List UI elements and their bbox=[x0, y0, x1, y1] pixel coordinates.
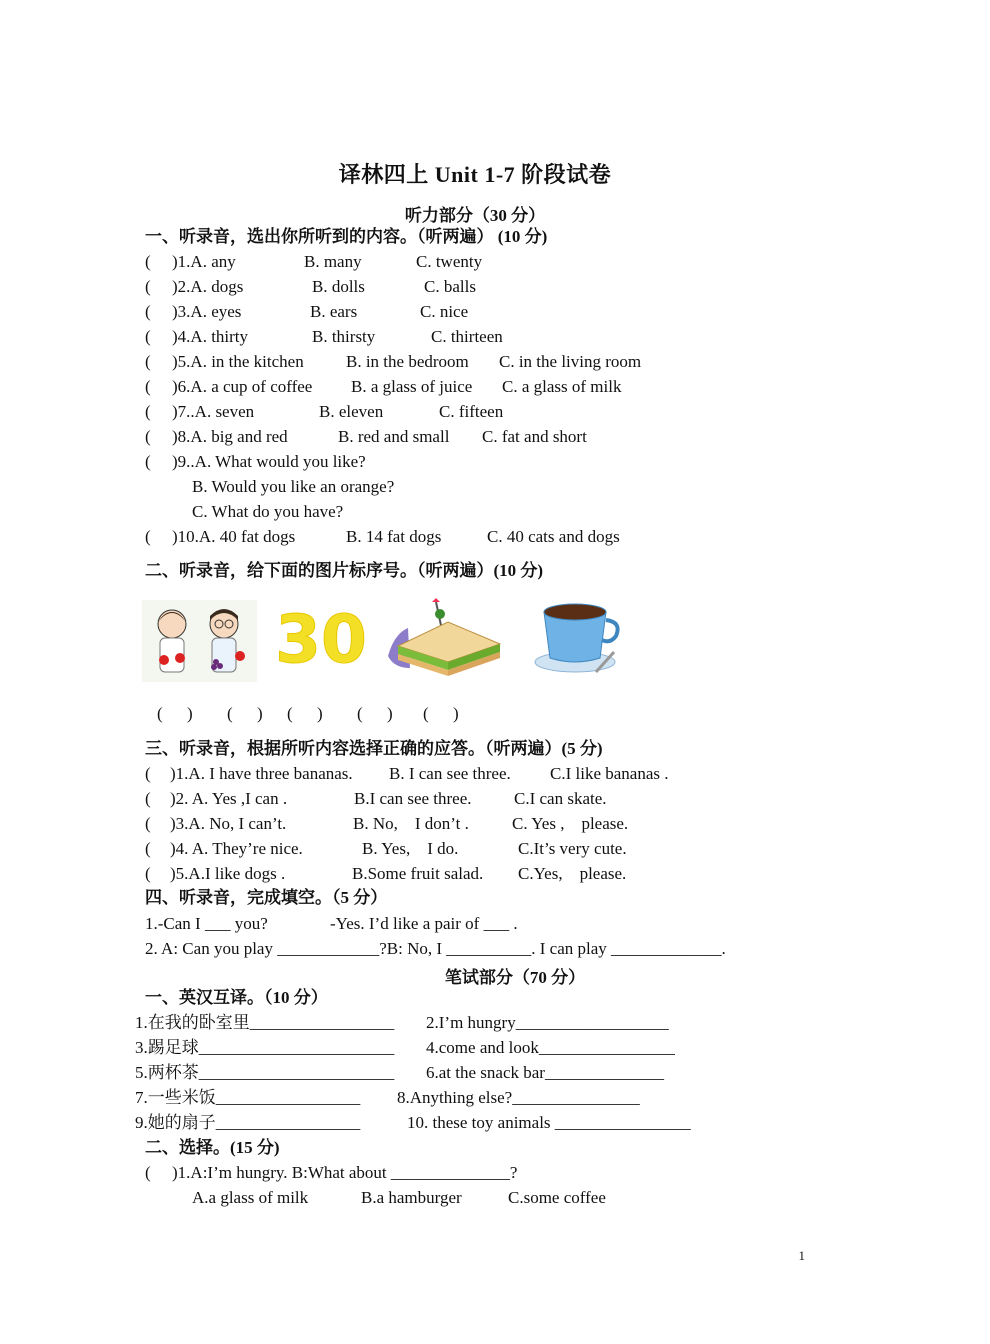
listening-header: 听力部分（30 分） bbox=[404, 206, 546, 225]
response-option: C.It’s very cute. bbox=[518, 839, 627, 858]
paren-open-2: ( bbox=[227, 704, 233, 723]
answer-paren: ( bbox=[145, 327, 151, 346]
response-option: )3.A. No, I can’t. bbox=[170, 814, 287, 833]
paren-close-3: ) bbox=[317, 704, 323, 723]
answer-paren: ( bbox=[145, 814, 151, 833]
question-option: )10.A. 40 fat dogs bbox=[172, 527, 296, 546]
question-option: )8.A. big and red bbox=[172, 427, 288, 446]
question-option: B. a glass of juice bbox=[351, 377, 473, 396]
question-option: B. dolls bbox=[312, 277, 365, 296]
question-option: B. ears bbox=[310, 302, 358, 321]
answer-paren: ( bbox=[145, 402, 151, 421]
answer-paren: ( bbox=[145, 377, 151, 396]
paren-open-3: ( bbox=[287, 704, 293, 723]
choice-q1-option-c: C.some coffee bbox=[508, 1188, 606, 1207]
response-option: )2. A. Yes ,I can . bbox=[170, 789, 288, 808]
question-option: )2.A. dogs bbox=[172, 277, 244, 296]
response-option: C.I can skate. bbox=[514, 789, 607, 808]
writing-section1-heading: 一、英汉互译。（10 分） bbox=[145, 988, 328, 1007]
response-option: B.I can see three. bbox=[354, 789, 472, 808]
sandwich-picture bbox=[388, 596, 503, 676]
translation-item: 9.她的扇子_________________ bbox=[135, 1113, 361, 1132]
question-option: C. fat and short bbox=[482, 427, 587, 446]
answer-paren: ( bbox=[145, 839, 151, 858]
question-option: )4.A. thirty bbox=[172, 327, 249, 346]
question-option: C. balls bbox=[424, 277, 476, 296]
paren-close-5: ) bbox=[453, 704, 459, 723]
translation-item: 8.Anything else?_______________ bbox=[397, 1088, 640, 1107]
translation-item: 1.在我的卧室里_________________ bbox=[135, 1013, 395, 1032]
question-option: B. Would you like an orange? bbox=[192, 477, 395, 496]
question-option: B. red and small bbox=[338, 427, 450, 446]
choice-q1-text: )1.A:I’m hungry. B:What about ______________? bbox=[172, 1163, 518, 1182]
translation-item: 6.at the snack bar______________ bbox=[426, 1063, 664, 1082]
answer-paren: ( bbox=[145, 452, 151, 471]
response-option: )1.A. I have three bananas. bbox=[170, 764, 353, 783]
answer-paren: ( bbox=[145, 277, 151, 296]
answer-paren: ( bbox=[145, 427, 151, 446]
response-option: C.Yes, please. bbox=[518, 864, 627, 883]
section3-heading: 三、听录音，根据所听内容选择正确的应答。（听两遍）(5 分) bbox=[145, 739, 603, 758]
section2-heading: 二、听录音，给下面的图片标序号。（听两遍）(10 分) bbox=[145, 561, 544, 580]
number-30-label: 30 bbox=[275, 601, 367, 678]
page-number: 1 bbox=[798, 1248, 805, 1263]
response-option: )5.A.I like dogs . bbox=[170, 864, 286, 883]
kids-picture bbox=[142, 600, 257, 682]
answer-paren: ( bbox=[145, 527, 151, 546]
question-option: B. eleven bbox=[319, 402, 384, 421]
choice-q1-paren: ( bbox=[145, 1163, 151, 1182]
paren-close-1: ) bbox=[187, 704, 193, 723]
answer-paren: ( bbox=[145, 302, 151, 321]
fill-line-1a: 1.-Can I ___ you? bbox=[145, 914, 268, 933]
fill-line-1b: -Yes. I’d like a pair of ___ . bbox=[330, 914, 518, 933]
question-option: B. many bbox=[304, 252, 362, 271]
translation-item: 5.两杯茶_______________________ bbox=[135, 1063, 395, 1082]
paren-open-5: ( bbox=[423, 704, 429, 723]
choice-q1-option-a: A.a glass of milk bbox=[192, 1188, 309, 1207]
translation-item: 4.come and look________________ bbox=[426, 1038, 675, 1057]
question-option: )9..A. What would you like? bbox=[172, 452, 366, 471]
response-option: B. I can see three. bbox=[389, 764, 511, 783]
answer-paren: ( bbox=[145, 789, 151, 808]
response-option: )4. A. They’re nice. bbox=[170, 839, 303, 858]
section4-heading: 四、听录音，完成填空。（5 分） bbox=[145, 888, 388, 907]
translation-item: 7.一些米饭_________________ bbox=[135, 1088, 361, 1107]
response-option: B. No, I don’t . bbox=[353, 814, 469, 833]
question-option: C. nice bbox=[420, 302, 469, 321]
response-option: C.I like bananas . bbox=[550, 764, 669, 783]
question-option: )7..A. seven bbox=[172, 402, 255, 421]
translation-item: 10. these toy animals ________________ bbox=[407, 1113, 691, 1132]
question-option: C. twenty bbox=[416, 252, 483, 271]
translation-item: 3.踢足球_______________________ bbox=[135, 1038, 395, 1057]
question-option: B. 14 fat dogs bbox=[346, 527, 442, 546]
paren-close-2: ) bbox=[257, 704, 263, 723]
question-option: B. thirsty bbox=[312, 327, 376, 346]
question-option: )5.A. in the kitchen bbox=[172, 352, 304, 371]
choice-q1-option-b: B.a hamburger bbox=[361, 1188, 462, 1207]
answer-paren: ( bbox=[145, 352, 151, 371]
translation-item: 2.I’m hungry__________________ bbox=[426, 1013, 669, 1032]
question-option: B. in the bedroom bbox=[346, 352, 469, 371]
response-option: C. Yes , please. bbox=[512, 814, 629, 833]
paren-open-1: ( bbox=[157, 704, 163, 723]
writing-header: 笔试部分（70 分） bbox=[444, 968, 586, 987]
writing-section2-heading: 二、选择。(15 分) bbox=[145, 1138, 280, 1157]
response-option: B. Yes, I do. bbox=[362, 839, 459, 858]
question-option: C. 40 cats and dogs bbox=[487, 527, 620, 546]
question-option: C. in the living room bbox=[499, 352, 642, 371]
paren-close-4: ) bbox=[387, 704, 393, 723]
question-option: C. thirteen bbox=[431, 327, 503, 346]
question-option: )6.A. a cup of coffee bbox=[172, 377, 313, 396]
page-title: 译林四上 Unit 1-7 阶段试卷 bbox=[338, 162, 612, 187]
answer-paren: ( bbox=[145, 252, 151, 271]
question-option: )3.A. eyes bbox=[172, 302, 242, 321]
number-30-picture bbox=[275, 598, 367, 678]
section1-heading: 一、听录音，选出你所听到的内容。（听两遍） (10 分) bbox=[145, 227, 548, 246]
question-option: C. What do you have? bbox=[192, 502, 344, 521]
question-option: )1.A. any bbox=[172, 252, 236, 271]
answer-paren: ( bbox=[145, 864, 151, 883]
question-option: C. fifteen bbox=[439, 402, 504, 421]
coffee-cup-picture bbox=[530, 600, 625, 678]
answer-paren: ( bbox=[145, 764, 151, 783]
fill-line-2: 2. A: Can you play ____________?B: No, I __________. I can play _____________. bbox=[145, 939, 726, 958]
paren-open-4: ( bbox=[357, 704, 363, 723]
question-option: C. a glass of milk bbox=[502, 377, 622, 396]
response-option: B.Some fruit salad. bbox=[352, 864, 484, 883]
